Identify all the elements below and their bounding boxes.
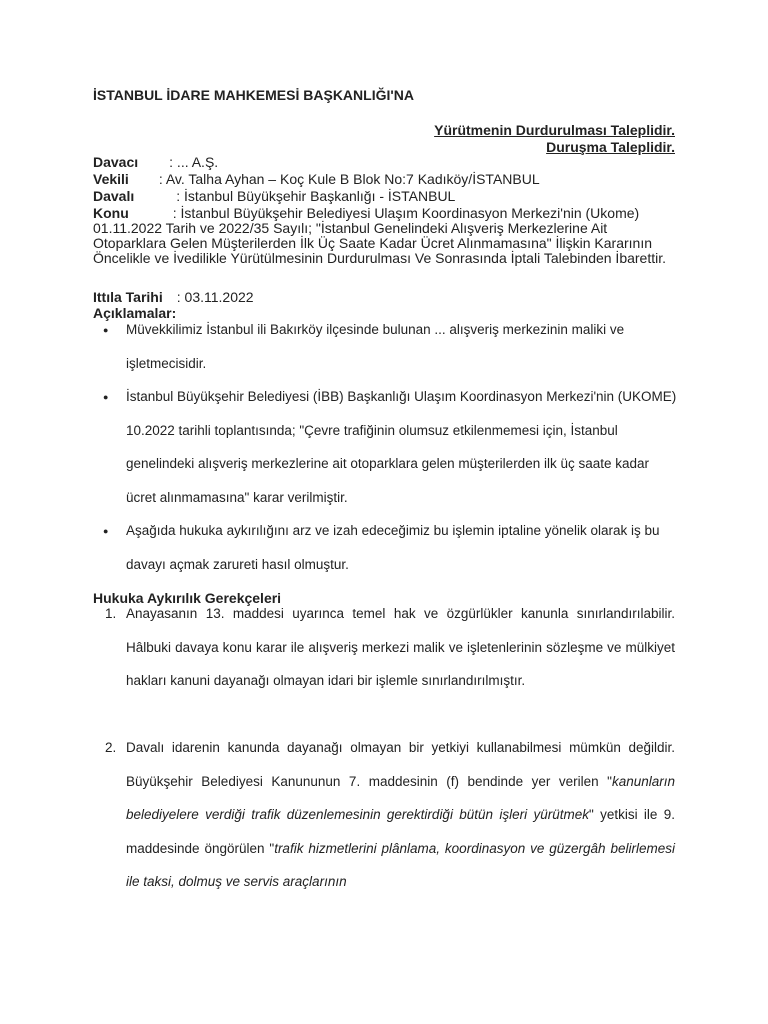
vekili-value: : Av. Talha Ayhan – Koç Kule B Blok No:7 Kadıköy/İSTANBUL bbox=[158, 171, 540, 187]
request-stay-of-execution: Yürütmenin Durdurulması Taleplidir. bbox=[434, 122, 675, 138]
aciklamalar-label: Açıklamalar: bbox=[93, 305, 177, 321]
davali-row bbox=[93, 189, 678, 204]
bullet-item bbox=[93, 380, 678, 514]
bullet-text: İstanbul Büyükşehir Belediyesi (İBB) Başkanlığı Ulaşım Koordinasyon Merkezi'nin (UKOME) 10.2022 tarihli toplantısında; "Çevre trafiğinin olumsuz etkilenmemesi için, İstanbul genelindeki alışveriş merkezlerine ait otoparklara gelen müşterilerden ilk üç saate kadar ücret alınmamasına" karar verilmiştir. bbox=[126, 389, 677, 505]
ittila-value: : 03.11.2022 bbox=[176, 289, 254, 305]
request-hearing: Duruşma Taleplidir. bbox=[546, 139, 675, 155]
konu-label: Konu bbox=[93, 205, 129, 221]
bullet-icon: ● bbox=[103, 526, 109, 536]
item-number: 2. bbox=[105, 740, 117, 755]
bullet-text: Aşağıda hukuka aykırılığını arz ve izah edeceğimiz bu işlemin iptaline yönelik olarak iş bu davayı açmak zarureti hasıl olmuştur. bbox=[126, 523, 660, 572]
davaci-value: : ... A.Ş. bbox=[169, 154, 219, 170]
davali-label: Davalı bbox=[93, 188, 135, 204]
vekili-row bbox=[93, 172, 678, 187]
numbered-item bbox=[93, 731, 675, 899]
numbered-text: Anayasanın 13. maddesi uyarınca temel hak ve özgürlükler kanunla sınırlandırılabilir. Hâlbuki davaya konu karar ile alışveriş merkezi malik ve işletenlerinin sözleşme ve mülkiyet hakları kanuni dayanağı olmayan idari bir işlemle sınırlandırılmıştır. bbox=[126, 606, 675, 688]
section-title: Hukuka Aykırılık Gerekçeleri bbox=[93, 590, 282, 606]
bullet-item bbox=[93, 514, 678, 581]
document-title: İSTANBUL İDARE MAHKEMESİ BAŞKANLIĞI'NA bbox=[93, 87, 414, 103]
item-number: 1. bbox=[105, 606, 117, 621]
konu-value: : İstanbul Büyükşehir Belediyesi Ulaşım Koordinasyon Merkezi'nin (Ukome) 01.11.2022 Tarih ve 2022/35 Sayılı; "İstanbul Genelindeki Alışveriş Merkezlerine Ait Otoparklara Gelen Müşterilerden İlk Üç Saate Kadar Ücret Alınmamasına" İlişkin Kararının Öncelikle ve İvedilikle Yürütülmesinin Durdurulması Ve Sonrasında İptali Talebinden İbarettir. bbox=[93, 205, 667, 266]
bullet-icon: ● bbox=[103, 392, 109, 402]
bullet-icon: ● bbox=[103, 325, 109, 335]
ittila-row bbox=[93, 290, 678, 305]
davaci-row bbox=[93, 155, 678, 170]
bullet-text: Müvekkilimiz İstanbul ili Bakırköy ilçesinde bulunan ... alışveriş merkezinin maliki ve işletmecisidir. bbox=[126, 322, 625, 371]
davaci-label: Davacı bbox=[93, 154, 139, 170]
numbered-text: Davalı idarenin kanunda dayanağı olmayan bir yetkiyi kullanabilmesi mümkün değildir. Büyükşehir Belediyesi Kanununun 7. maddesinin (f) bendinde yer verilen "kanunların belediyelere verdiği trafik düzenlemesinin gerektirdiği bütün işleri yürütmek" yetkisi ile 9. maddesinde öngörülen "trafik hizmetlerini plânlama, koordinasyon ve güzergâh belirlemesi ile taksi, dolmuş ve servis araçlarının bbox=[126, 740, 675, 889]
davali-value: : İstanbul Büyükşehir Başkanlığı - İSTANBUL bbox=[176, 188, 456, 204]
konu-row bbox=[93, 206, 678, 266]
numbered-item bbox=[93, 597, 675, 698]
bullet-item bbox=[93, 313, 678, 380]
vekili-label: Vekili bbox=[93, 171, 129, 187]
ittila-label: Ittıla Tarihi bbox=[93, 289, 163, 305]
